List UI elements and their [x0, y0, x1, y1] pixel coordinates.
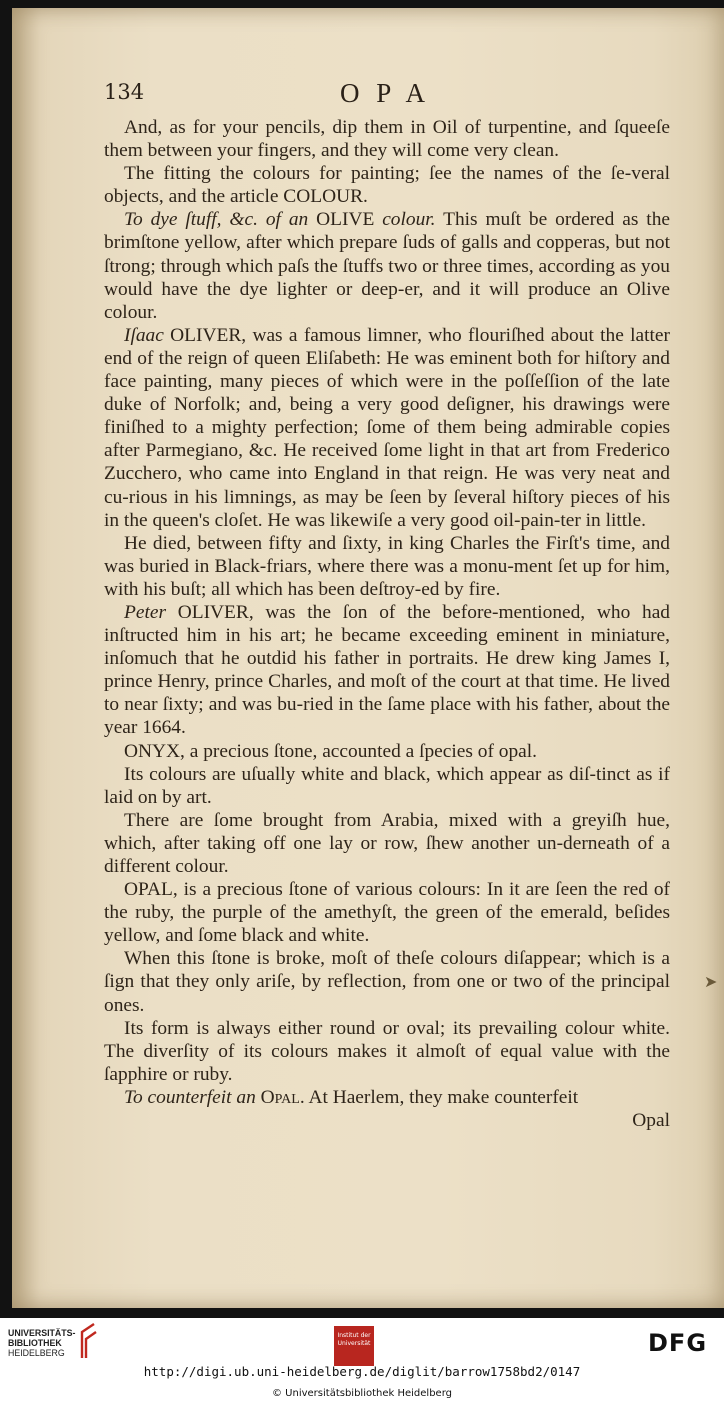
entry-headword: ONYX,: [124, 740, 185, 762]
paragraph: When this ſtone is broke, moſt of theſe colours diſappear; which is a ſign that they only ariſe, by reflection, from one or two of the principal ones.: [104, 948, 670, 1016]
running-title: O P A: [340, 78, 431, 108]
page-number: 134: [104, 80, 145, 104]
entry-lead: To dye ſtuff, &c. of an: [124, 209, 309, 231]
paragraph: And, as for your pencils, dip them in Oil of turpentine, and ſqueeſe them between your fingers, and they will come very clean.: [104, 117, 670, 162]
next-page-arrow-icon[interactable]: ➤: [704, 972, 718, 991]
page-text: [104, 116, 670, 1132]
paragraph-body: was a famous limner, who flouriſhed about the latter end of the reign of queen Eliſabeth: He was eminent both for hiſtory and face painting, many pieces of which were in the poſſeſſion of the late duke of Norfolk; and, being a very good deſigner, his drawings were finiſhed to a mighty perfection; ſome of them being admirable copies after Parmegiano, &c. He received ſome light in that art from Frederico Zucchero, who came into England in that reign. He was very neat and cu-rious in his limnings, as may be ſeen by ſeveral hiſtory pieces of his in the queen's cloſet. He was likewiſe a very good oil-pain-ter in little.: [104, 324, 670, 531]
paragraph: [104, 208, 670, 323]
entry-headword: OLIVER,: [170, 324, 247, 346]
paragraph: [104, 740, 670, 763]
paragraph: [104, 324, 670, 532]
entry-lead: Iſaac: [124, 324, 164, 346]
paragraph-body: a precious ſtone, accounted a ſpecies of opal.: [189, 740, 538, 762]
permalink[interactable]: http://digi.ub.uni-heidelberg.de/diglit/barrow1758bd2/0147: [143, 1364, 581, 1379]
paragraph: The fitting the colours for painting; ſee the names of the ſe-veral objects, and the article COLOUR.: [104, 163, 670, 208]
paragraph: He died, between fifty and ſixty, in king Charles the Firſt's time, and was buried in Black-friars, where there was a monu-ment ſet up for him, with his buſt; all which has been deſtroy-ed by fire.: [104, 532, 670, 600]
entry-headword: Opal.: [260, 1086, 305, 1108]
page-header: [104, 80, 684, 110]
entry-headword: OLIVER,: [177, 601, 254, 623]
institution-seal-icon: Institut der Universität: [334, 1326, 374, 1366]
library-emblem-icon: [74, 1322, 98, 1360]
copyright: © Universitätsbibliothek Heidelberg: [271, 1388, 452, 1399]
paragraph-body: This muſt be ordered as the brimſtone yellow, after which prepare ſuds of galls and copperas, but not ſtrong; through which paſs the ſtuffs two or three times, according as you would have the dye lighter or deep-er, and it will produce an Olive colour.: [104, 209, 670, 323]
paragraph: [104, 878, 670, 947]
entry-headword: OPAL,: [124, 879, 178, 901]
dfg-logo[interactable]: DFG: [648, 1329, 708, 1357]
entry-lead: Peter: [124, 601, 166, 623]
paragraph: There are ſome brought from Arabia, mixed with a greyiſh hue, which, after taking off one lay or row, ſhew another un-derneath of a different colour.: [104, 809, 670, 877]
library-name-line: UNIVERSITÄTS-: [8, 1328, 76, 1338]
viewer-footer: [0, 1318, 724, 1408]
paragraph-body: is a precious ſtone of various colours: In it are ſeen the red of the ruby, the purple of the amethyſt, the green of the emerald, beſides yellow, and ſome black and white.: [104, 879, 670, 947]
entry-lead: colour.: [382, 209, 436, 231]
library-name-line: HEIDELBERG: [8, 1348, 65, 1358]
paragraph: [104, 601, 670, 740]
paragraph: Its colours are uſually white and black, which appear as diſ-tinct as if laid on by art.: [104, 763, 670, 808]
library-name-line: BIBLIOTHEK: [8, 1338, 62, 1348]
catchword: Opal: [632, 1110, 670, 1132]
paragraph: Its form is always either round or oval; its prevailing colour white. The diverſity of its colours makes it almoſt of equal value with the ſapphire or ruby.: [104, 1017, 670, 1085]
paragraph-body: At Haerlem, they make counterfeit: [308, 1086, 579, 1108]
paragraph-body: was the ſon of the before-mentioned, who had inſtructed him in his art; he became exceeding eminent in miniature, inſomuch that he outdid his father in portraits. He drew king James I, prince Henry, prince Charles, and moſt of the court at that time. He lived to near ſixty; and was bu-ried in the ſame place with his father, about the year 1664.: [104, 601, 670, 739]
library-logo[interactable]: [8, 1328, 76, 1358]
entry-lead: To counterfeit an: [124, 1086, 256, 1108]
paragraph: [104, 1086, 670, 1109]
entry-headword: OLIVE: [316, 209, 375, 231]
